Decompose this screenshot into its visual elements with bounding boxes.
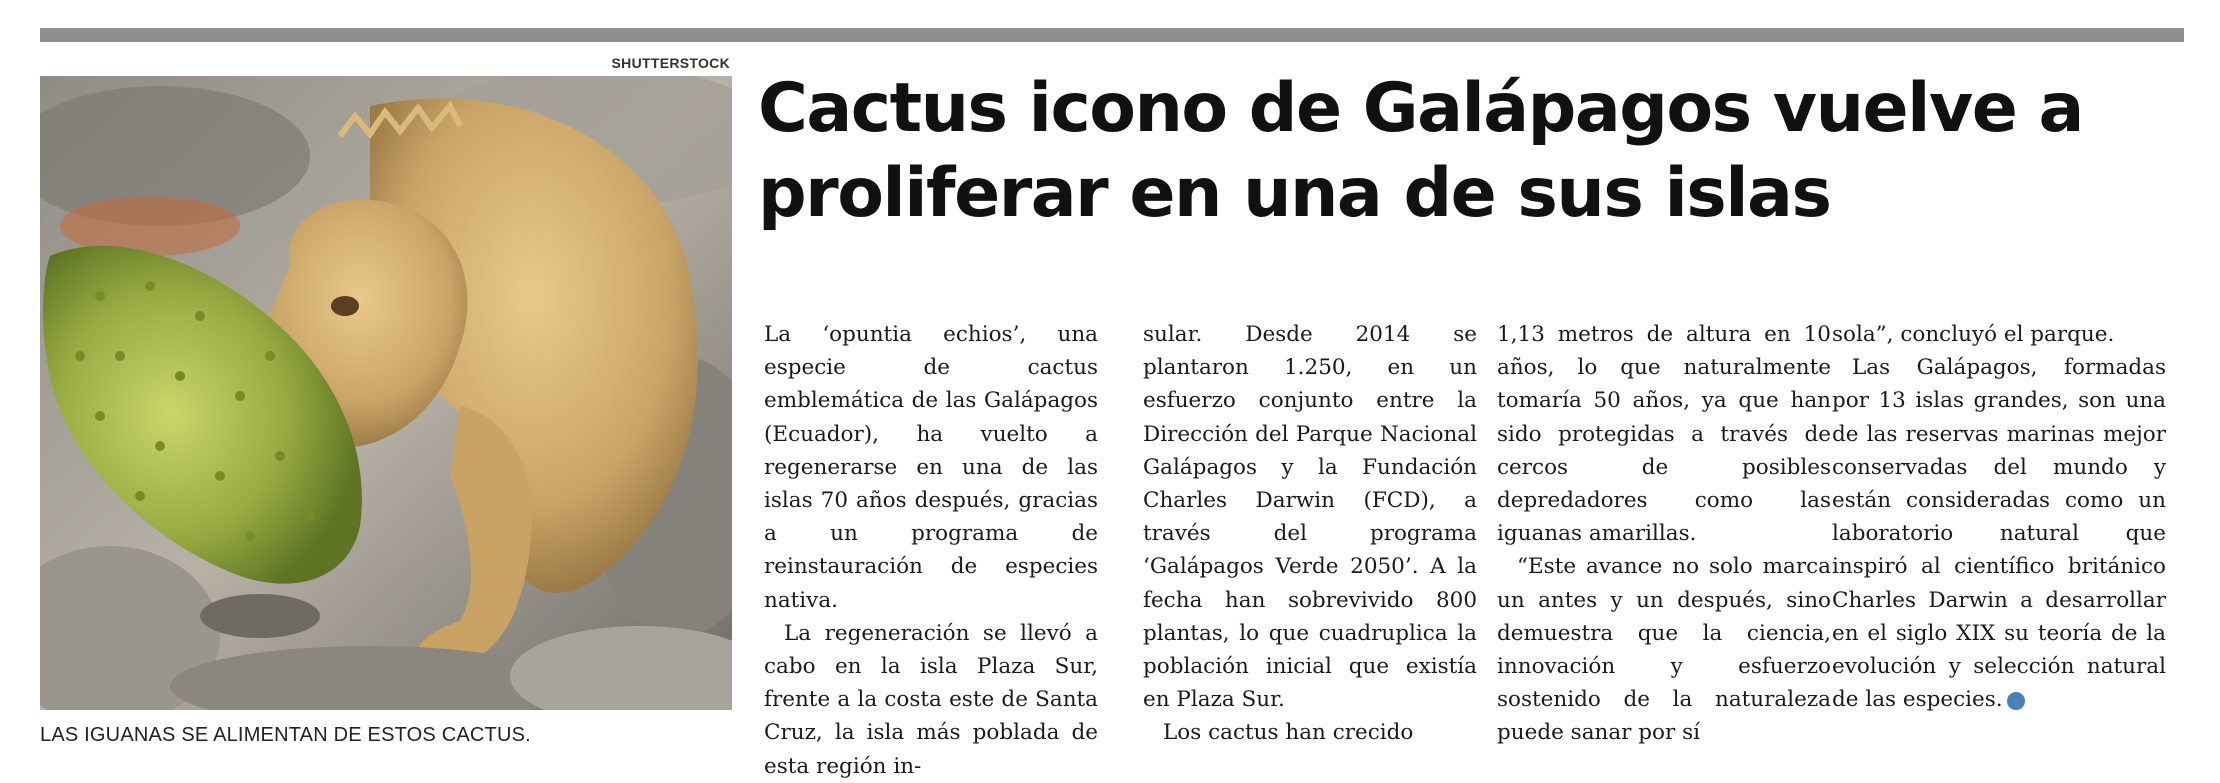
- paragraph: Los cactus han crecido: [1163, 720, 1414, 746]
- end-of-article-star-icon: ✪: [2007, 692, 2025, 710]
- photo-credit: SHUTTERSTOCK: [611, 55, 730, 71]
- headline: Cactus icono de Galápagos vuelve a proliferar en una de sus islas: [758, 69, 2083, 233]
- paragraph: 1,13 metros de altura en 10 años, lo que naturalmente tomaría 50 años, ya que han sido protegidas a través de cercos de posibles depredadores como las iguanas amarillas.: [1497, 322, 1831, 547]
- paragraph: [1832, 351, 2166, 716]
- paragraph: sola”, concluyó el parque.: [1832, 322, 2115, 347]
- paragraph: “Este avance no solo marca un antes y un después, sino demuestra que la ciencia, innovación y esfuerzo sostenido de la naturaleza puede sanar por sí: [1497, 554, 1831, 746]
- column-1: [764, 318, 1098, 783]
- paragraph: La ‘opuntia echios’, una especie de cactus emblemática de las Galápagos (Ecuador), ha vuelto a regenerarse en una de las islas 70 años después, gracias a un programa de reinstauración de especies nativa.: [764, 322, 1098, 613]
- column-4: [1832, 318, 2166, 716]
- iguana-cactus-image: [40, 76, 732, 710]
- photo-caption: LAS IGUANAS SE ALIMENTAN DE ESTOS CACTUS.: [40, 724, 531, 746]
- paragraph-text: Las Galápagos, formadas por 13 islas grandes, son una de las reservas marinas mejor conservadas del mundo y están consideradas como un laboratorio natural que inspiró al científico británico Charles Darwin a desarrollar en el siglo XIX su teoría de la evolución y selección natural de las especies.: [1832, 355, 2166, 713]
- paragraph: La regeneración se llevó a cabo en la isla Plaza Sur, frente a la costa este de Santa Cruz, la isla más poblada de esta región in-: [764, 620, 1098, 779]
- column-3: [1497, 318, 1831, 750]
- column-2: [1143, 318, 1477, 750]
- top-rule: [40, 28, 2184, 42]
- iguana-photo: [40, 76, 732, 710]
- paragraph: sular. Desde 2014 se plantaron 1.250, en un esfuerzo conjunto entre la Dirección del Parque Nacional Galápagos y la Fundación Charles Darwin (FCD), a través del programa ‘Galápagos Verde 2050’. A la fecha han sobrevivido 800 plantas, lo que cuadruplica la población inicial que existía en Plaza Sur.: [1143, 322, 1477, 713]
